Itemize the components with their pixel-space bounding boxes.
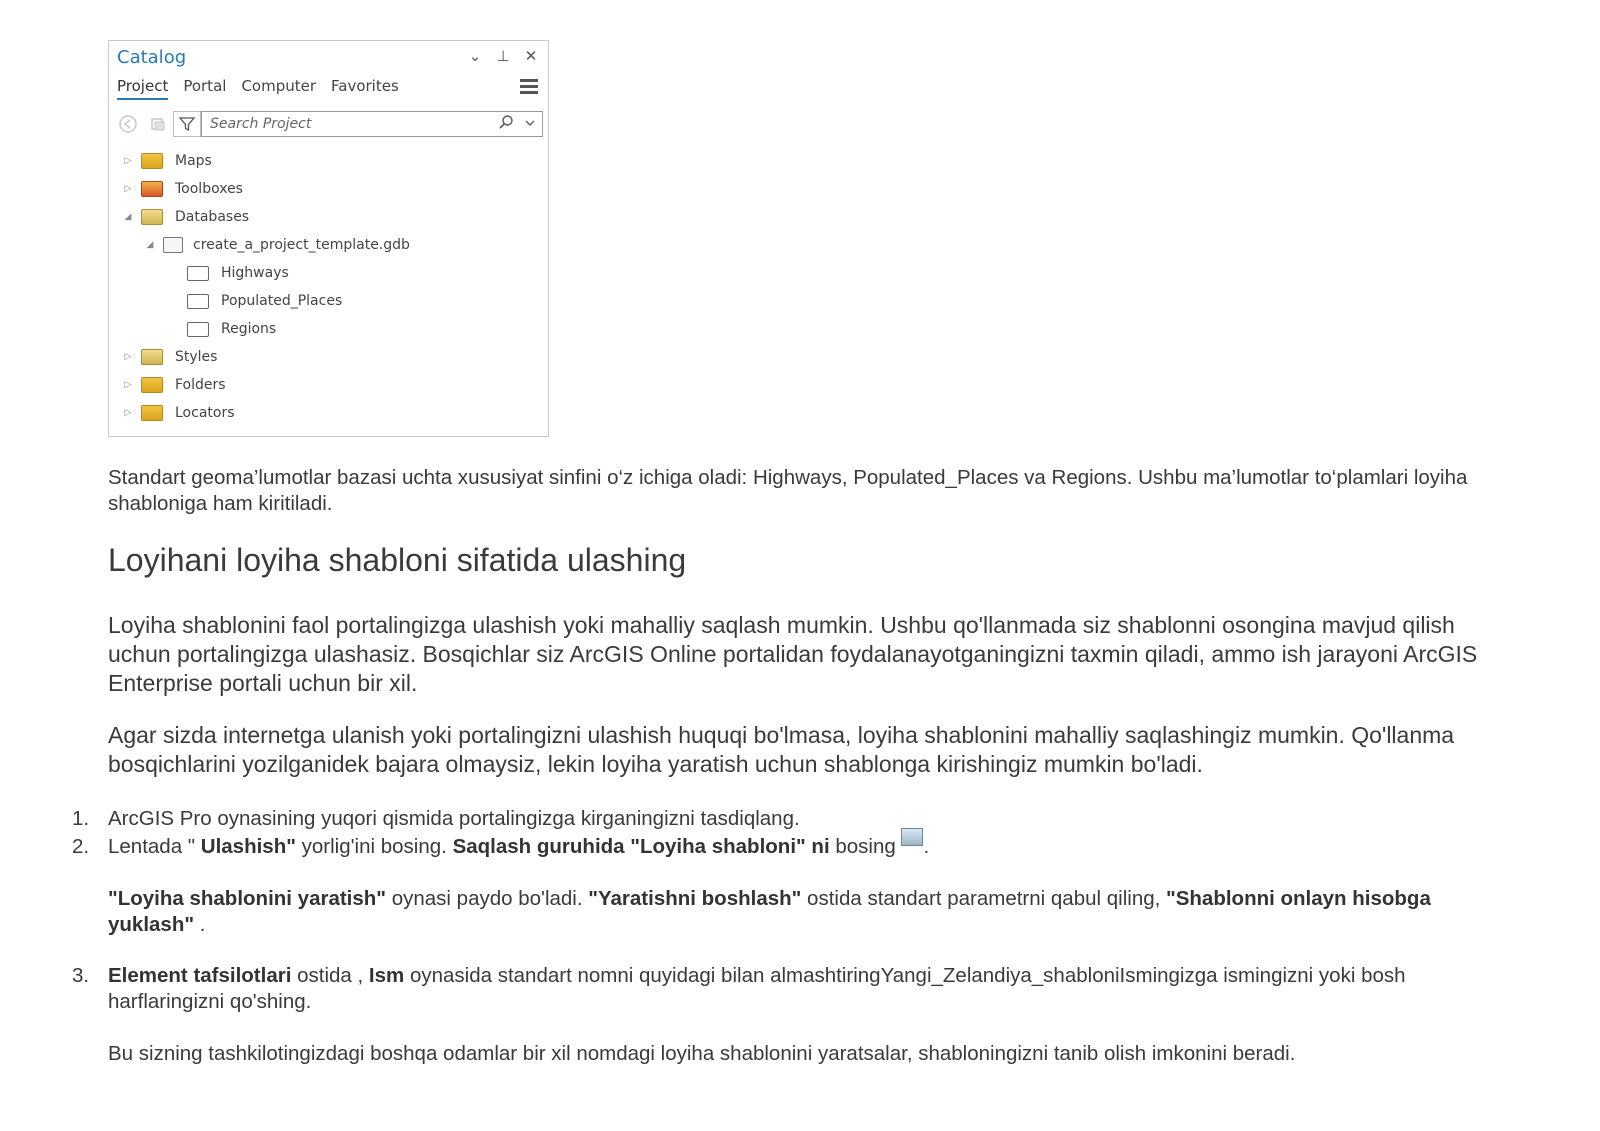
expand-arrow-icon[interactable]: ▷: [124, 352, 132, 362]
search-icon[interactable]: [494, 114, 518, 134]
maps-folder-icon: [141, 153, 163, 169]
filter-icon[interactable]: [173, 111, 201, 137]
close-icon[interactable]: ✕: [524, 47, 538, 65]
tree-item-maps[interactable]: [121, 149, 212, 173]
point-feature-class-icon: [187, 294, 209, 309]
tree-item-regions[interactable]: [187, 317, 276, 341]
collapse-arrow-icon[interactable]: ◢: [124, 212, 132, 222]
step-number: 3.: [72, 964, 90, 987]
paragraph-sharing-intro: Loyiha shablonini faol portalingizga ulashish yoki mahalliy saqlash mumkin. Ushbu qo'llanmada siz shablonni osongina mavjud qilish uchun portalingizga ulashasiz. Bosqichlar siz ArcGIS Online portalidan foydalanayotganingizni taxmin qiladi, ammo ish jarayoni ArcGIS Enterprise portali uchun bir xil.: [108, 612, 1478, 696]
step-3-text: Element tafsilotlari ostida , Ism oynasida standart nomni quyidagi bilan almashtiringYangi_Zelandiya_shabloniIsmingizga ismingizni yoki bosh harflaringizni qo'shing.: [108, 964, 1406, 1013]
styles-folder-icon: [141, 349, 163, 365]
expand-arrow-icon[interactable]: ▷: [124, 380, 132, 390]
step-2-text: Lentada " Ulashish" yorlig'ini bosing. Saqlash guruhida "Loyiha shabloni" ni bosing .: [108, 834, 1508, 860]
tab-favorites[interactable]: Favorites: [331, 77, 399, 95]
paragraph-final: Bu sizning tashkilotingizdagi boshqa odamlar bir xil nomdagi loyiha shablonini yaratsalar, shabloningizni tanib olish imkonini beradi.: [108, 1042, 1296, 1065]
line-feature-class-icon: [187, 266, 209, 281]
catalog-pane: [108, 40, 549, 437]
tab-project[interactable]: Project: [117, 77, 168, 100]
hamburger-menu-icon[interactable]: [520, 79, 538, 97]
catalog-window-controls: [466, 47, 540, 65]
tree-item-label: Highways: [221, 265, 289, 281]
tree-item-gdb[interactable]: [143, 233, 410, 257]
tree-item-label: Maps: [175, 153, 212, 169]
tree-item-databases[interactable]: [121, 205, 249, 229]
tree-item-label: Toolboxes: [175, 181, 243, 197]
section-heading: Loyihani loyiha shabloni sifatida ulashing: [108, 542, 687, 578]
databases-folder-icon: [141, 209, 163, 225]
search-box: [201, 111, 543, 137]
back-arrow-icon[interactable]: [113, 111, 143, 137]
paragraph-feature-classes: Standart geoma’lumotlar bazasi uchta xususiyat sinfini o‘z ichiga oladi: Highways, Populated_Places va Regions. Ushbu ma’lumotlar to‘plamlari loyiha shabloniga ham kiritiladi.: [108, 466, 1468, 515]
folders-folder-icon: [141, 377, 163, 393]
tree-item-label: Databases: [175, 209, 250, 225]
catalog-toolbar: [113, 110, 543, 138]
step-number: 2.: [72, 835, 90, 858]
tab-computer[interactable]: Computer: [241, 77, 317, 95]
copy-icon[interactable]: [143, 111, 173, 137]
search-input[interactable]: [208, 115, 462, 133]
toolbox-folder-icon: [141, 181, 163, 197]
step-number: 1.: [72, 807, 90, 830]
expand-arrow-icon[interactable]: ▷: [124, 156, 132, 166]
chevron-down-icon[interactable]: [518, 118, 542, 131]
tab-portal[interactable]: Portal: [183, 77, 227, 95]
locators-folder-icon: [141, 405, 163, 421]
chevron-down-icon[interactable]: ⌄: [468, 47, 482, 65]
tree-item-label: Folders: [175, 377, 226, 393]
geodatabase-icon: [163, 237, 183, 253]
tree-item-label: Styles: [175, 349, 218, 365]
tree-item-populated-places[interactable]: [187, 289, 342, 313]
collapse-arrow-icon[interactable]: ◢: [146, 240, 154, 250]
tree-item-label: create_a_project_template.gdb: [193, 237, 410, 253]
expand-arrow-icon[interactable]: ▷: [124, 184, 132, 194]
tree-item-highways[interactable]: [187, 261, 289, 285]
tree-item-label: Locators: [175, 405, 235, 421]
catalog-title: Catalog: [117, 47, 187, 68]
tree-item-label: Regions: [221, 321, 277, 337]
tree-item-label: Populated_Places: [221, 293, 343, 309]
pin-icon[interactable]: ⊥: [496, 47, 510, 65]
step-1-text: ArcGIS Pro oynasining yuqori qismida portalingizga kirganingizni tasdiqlang.: [108, 807, 800, 830]
tree-item-folders[interactable]: [121, 373, 226, 397]
tree-item-locators[interactable]: [121, 401, 235, 425]
tree-item-toolboxes[interactable]: [121, 177, 243, 201]
expand-arrow-icon[interactable]: ▷: [124, 408, 132, 418]
tree-item-styles[interactable]: [121, 345, 217, 369]
paragraph-local-save: Agar sizda internetga ulanish yoki portalingizni ulashish huquqi bo'lmasa, loyiha shablonini mahalliy saqlashingiz mumkin. Qo'llanma bosqichlarini yozilganidek bajara olmaysiz, lekin loyiha yaratish uchun shablonga kirishingiz mumkin bo'ladi.: [108, 722, 1455, 777]
project-template-icon: [901, 828, 923, 846]
polygon-feature-class-icon: [187, 322, 209, 337]
step-2-detail: "Loyiha shablonini yaratish" oynasi paydo bo'ladi. "Yaratishni boshlash" ostida standart parametrni qabul qiling, "Shablonni onlayn hisobga yuklash" .: [108, 887, 1431, 936]
catalog-tabs: [117, 77, 399, 100]
